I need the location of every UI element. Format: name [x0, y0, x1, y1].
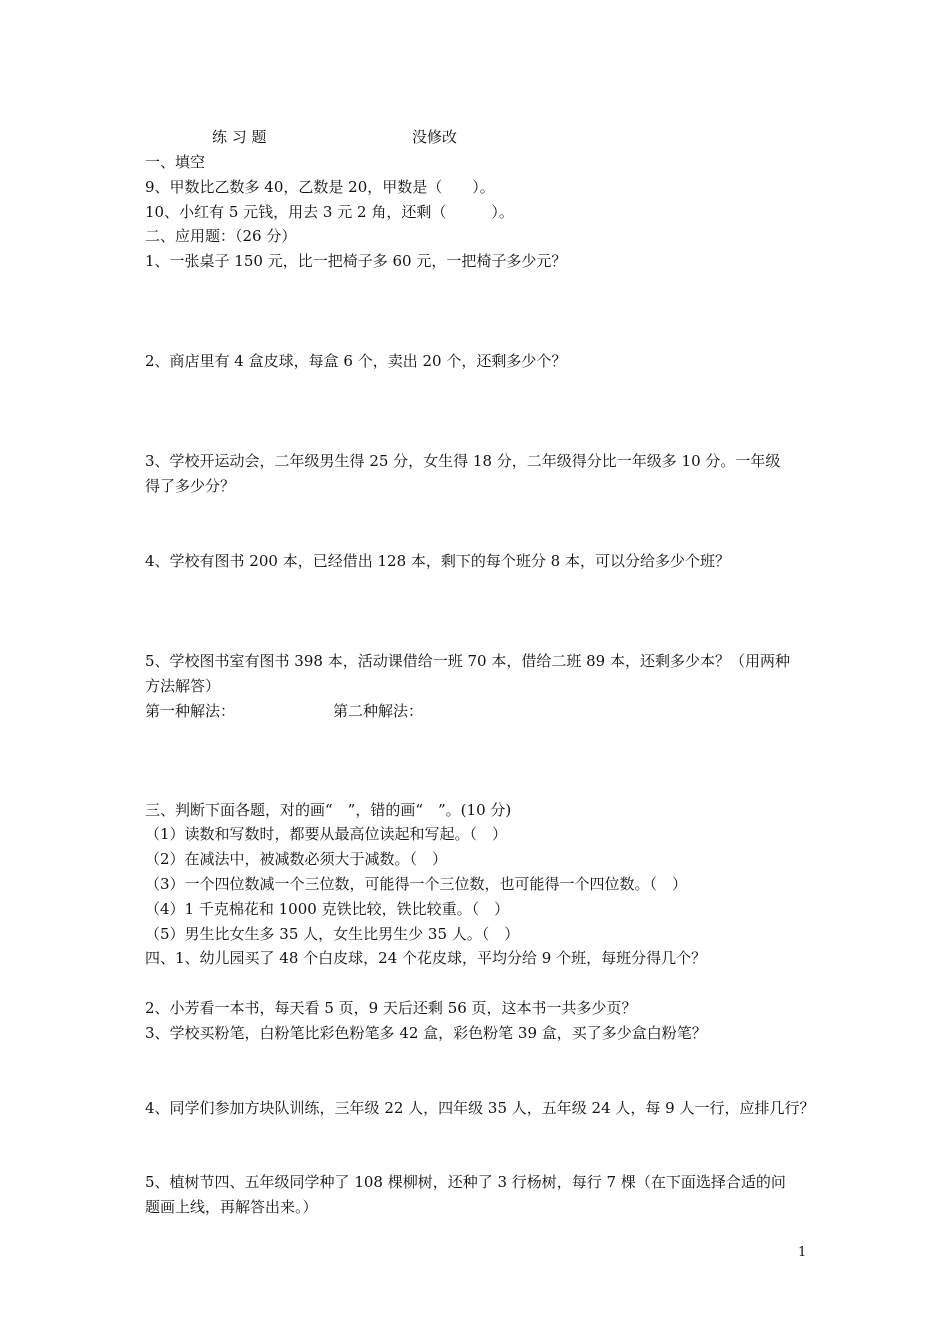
application-question-5-line-2: 方法解答）: [145, 677, 221, 695]
section-4-question-1: 四、1、幼儿园买了 48 个白皮球，24 个花皮球，平均分给 9 个班，每班分得几个？: [145, 949, 707, 967]
section-4-question-4: 4、同学们参加方块队训练，三年级 22 人，四年级 35 人，五年级 24 人，每 9 人一行，应排几行？: [145, 1099, 815, 1117]
section-1-heading: 一、填空: [145, 153, 206, 171]
worksheet-title: 练 习 题: [212, 128, 267, 146]
solution-method-1-label: 第一种解法：: [145, 702, 236, 720]
page-number: 1: [798, 1245, 807, 1260]
section-4-question-5-line-2: 题画上线，再解答出来。）: [145, 1198, 318, 1216]
application-question-3-line-1: 3、学校开运动会，二年级男生得 25 分，女生得 18 分，二年级得分比一年级多 10 分。一年级: [145, 452, 781, 470]
application-question-2: 2、商店里有 4 盒皮球，每盒 6 个，卖出 20 个，还剩多少个？: [145, 352, 567, 370]
application-question-3-line-2: 得了多少分？: [145, 477, 236, 495]
section-4-question-5-line-1: 5、植树节四、五年级同学种了 108 棵柳树，还种了 3 行杨树，每行 7 棵（在下面选择合适的问: [145, 1173, 786, 1191]
section-4-question-3: 3、学校买粉笔，白粉笔比彩色粉笔多 42 盒，彩色粉笔 39 盒，买了多少盒白粉笔？: [145, 1024, 707, 1042]
judgment-item-4: （4）1 千克棉花和 1000 克铁比较，铁比较重。（ ）: [145, 900, 510, 918]
application-question-1: 1、一张桌子 150 元，比一把椅子多 60 元，一把椅子多少元？: [145, 252, 567, 270]
section-4-question-2: 2、小芳看一本书，每天看 5 页，9 天后还剩 56 页，这本书一共多少页？: [145, 999, 637, 1017]
question-10: 10、小红有 5 元钱，用去 3 元 2 角，还剩（ ）。: [145, 203, 514, 221]
judgment-item-5: （5）男生比女生多 35 人，女生比男生少 35 人。（ ）: [145, 925, 520, 943]
section-3-heading: 三、判断下面各题，对的画“ ”，错的画“ ”。(10 分): [145, 801, 512, 819]
judgment-item-3: （3）一个四位数减一个三位数，可能得一个三位数，也可能得一个四位数。（ ）: [145, 875, 688, 893]
revision-note: 没修改: [412, 128, 458, 146]
judgment-item-2: （2）在减法中，被减数必须大于减数。（ ）: [145, 850, 448, 868]
solution-method-2-label: 第二种解法：: [333, 702, 424, 720]
section-2-heading: 二、应用题：（26 分）: [145, 227, 297, 245]
question-9: 9、甲数比乙数多 40，乙数是 20，甲数是（ ）。: [145, 178, 495, 196]
judgment-item-1: （1）读数和写数时，都要从最高位读起和写起。（ ）: [145, 825, 508, 843]
application-question-4: 4、学校有图书 200 本，已经借出 128 本，剩下的每个班分 8 本，可以分给多少个班？: [145, 552, 730, 570]
application-question-5-line-1: 5、学校图书室有图书 398 本，活动课借给一班 70 本，借给二班 89 本，还剩多少本？（用两种: [145, 652, 790, 670]
